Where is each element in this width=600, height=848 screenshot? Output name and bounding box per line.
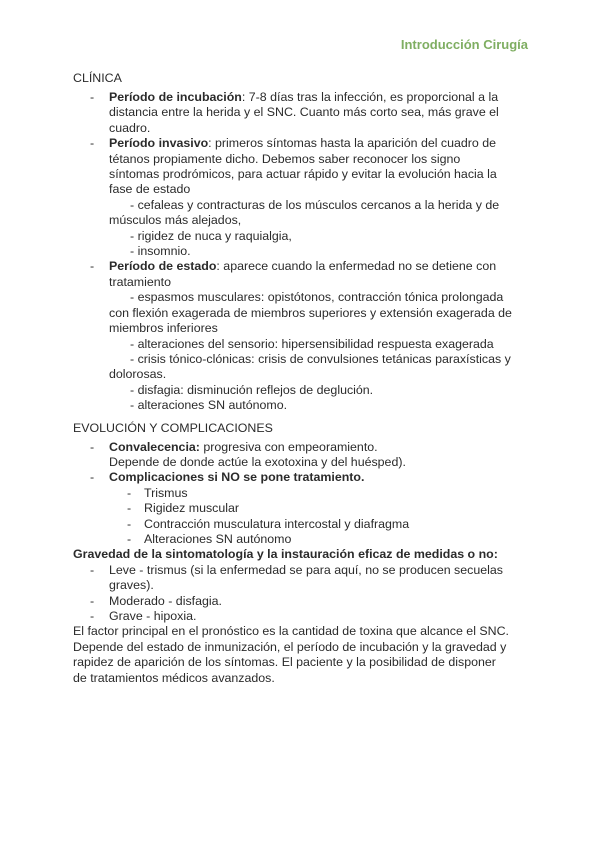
list-item-convalecencia: [73, 440, 513, 471]
complicacion-item: - Alteraciones SN autónomo: [73, 532, 513, 547]
estado-sub-4: - disfagia: disminución reflejos de deglución.: [130, 382, 374, 397]
list-item-incubacion: [73, 90, 513, 136]
gravedad-list: [73, 563, 513, 625]
list-item-estado: [73, 259, 513, 290]
document-body: [73, 70, 513, 686]
convalecencia-label: Convalecencia:: [109, 439, 200, 454]
complicacion-item: - Trismus: [73, 486, 513, 501]
clinica-list-2: [73, 259, 513, 290]
list-item-invasivo: [73, 136, 513, 198]
gravedad-item: - Grave - hipoxia.: [73, 609, 513, 624]
gravedad-item: - Leve - trismus (si la enfermedad se para aquí, no se producen secuelas graves).: [73, 563, 513, 594]
complicaciones-sublist: [73, 486, 513, 548]
invasivo-text: : primeros síntomas hasta la aparición del cuadro de tétanos propiamente dicho. Debemos saber reconocer los signo síntomas prodrómicos, para actuar rápido y evitar la evolución hacia la fase de estado: [109, 136, 497, 197]
complicacion-item: - Contracción musculatura intercostal y diafragma: [73, 517, 513, 532]
convalecencia-line-2: Depende de donde actúe la exotoxina y del huésped).: [109, 454, 406, 469]
estado-sub-3: - crisis tónico-clónicas: crisis de convulsiones tetánicas paraxísticas y dolorosas.: [109, 351, 511, 382]
estado-label: Período de estado: [109, 259, 217, 274]
invasivo-sub-2: - rigidez de nuca y raquialgia,: [130, 228, 292, 243]
list-item-complicaciones: [73, 470, 513, 485]
estado-sub-1: - espasmos musculares: opistótonos, contracción tónica prolongada con flexión exagerada de miembros superiores y extensión exagerada de miembros inferiores: [109, 290, 512, 336]
estado-sub-5: - alteraciones SN autónomo.: [130, 398, 288, 413]
evolucion-list: [73, 440, 513, 486]
clinica-list: [73, 90, 513, 198]
gravedad-item: - Moderado - disfagia.: [73, 594, 513, 609]
incubacion-label: Período de incubación: [109, 90, 242, 104]
gravedad-title: Gravedad de la sintomatología y la instauración eficaz de medidas o no:: [73, 547, 498, 562]
complicaciones-label: Complicaciones si NO se pone tratamiento.: [109, 470, 365, 485]
invasivo-sub-3: - insomnio.: [130, 244, 191, 259]
complicacion-item: - Rigidez muscular: [73, 501, 513, 516]
estado-text: : aparece cuando la enfermedad no se detiene con tratamiento: [109, 259, 497, 289]
factor-paragraph: El factor principal en el pronóstico es la cantidad de toxina que alcance el SNC. Depende del estado de inmunización, el período de incubación y la gravedad y rapidez de aparición de los síntomas. El paciente y la posibilidad de disponer de tratamientos médicos avanzados.: [73, 624, 509, 685]
invasivo-label: Período invasivo: [109, 136, 209, 151]
invasivo-sub-1: - cefaleas y contracturas de los músculos cercanos a la herida y de músculos más alejados,: [109, 197, 500, 228]
estado-sub-2: - alteraciones del sensorio: hipersensibilidad respuesta exagerada: [130, 336, 494, 351]
incubacion-text: : 7-8 días tras la infección, es proporcional a la distancia entre la herida y el SNC. Cuanto más corto sea, más grave el cuadro.: [109, 90, 499, 135]
section-title-clinica: CLÍNICA: [73, 71, 122, 85]
section-title-evolucion: EVOLUCIÓN Y COMPLICACIONES: [73, 420, 273, 435]
convalecencia-text: progresiva con empeoramiento.: [199, 439, 378, 454]
page-header-title: Introducción Cirugía: [400, 37, 528, 52]
